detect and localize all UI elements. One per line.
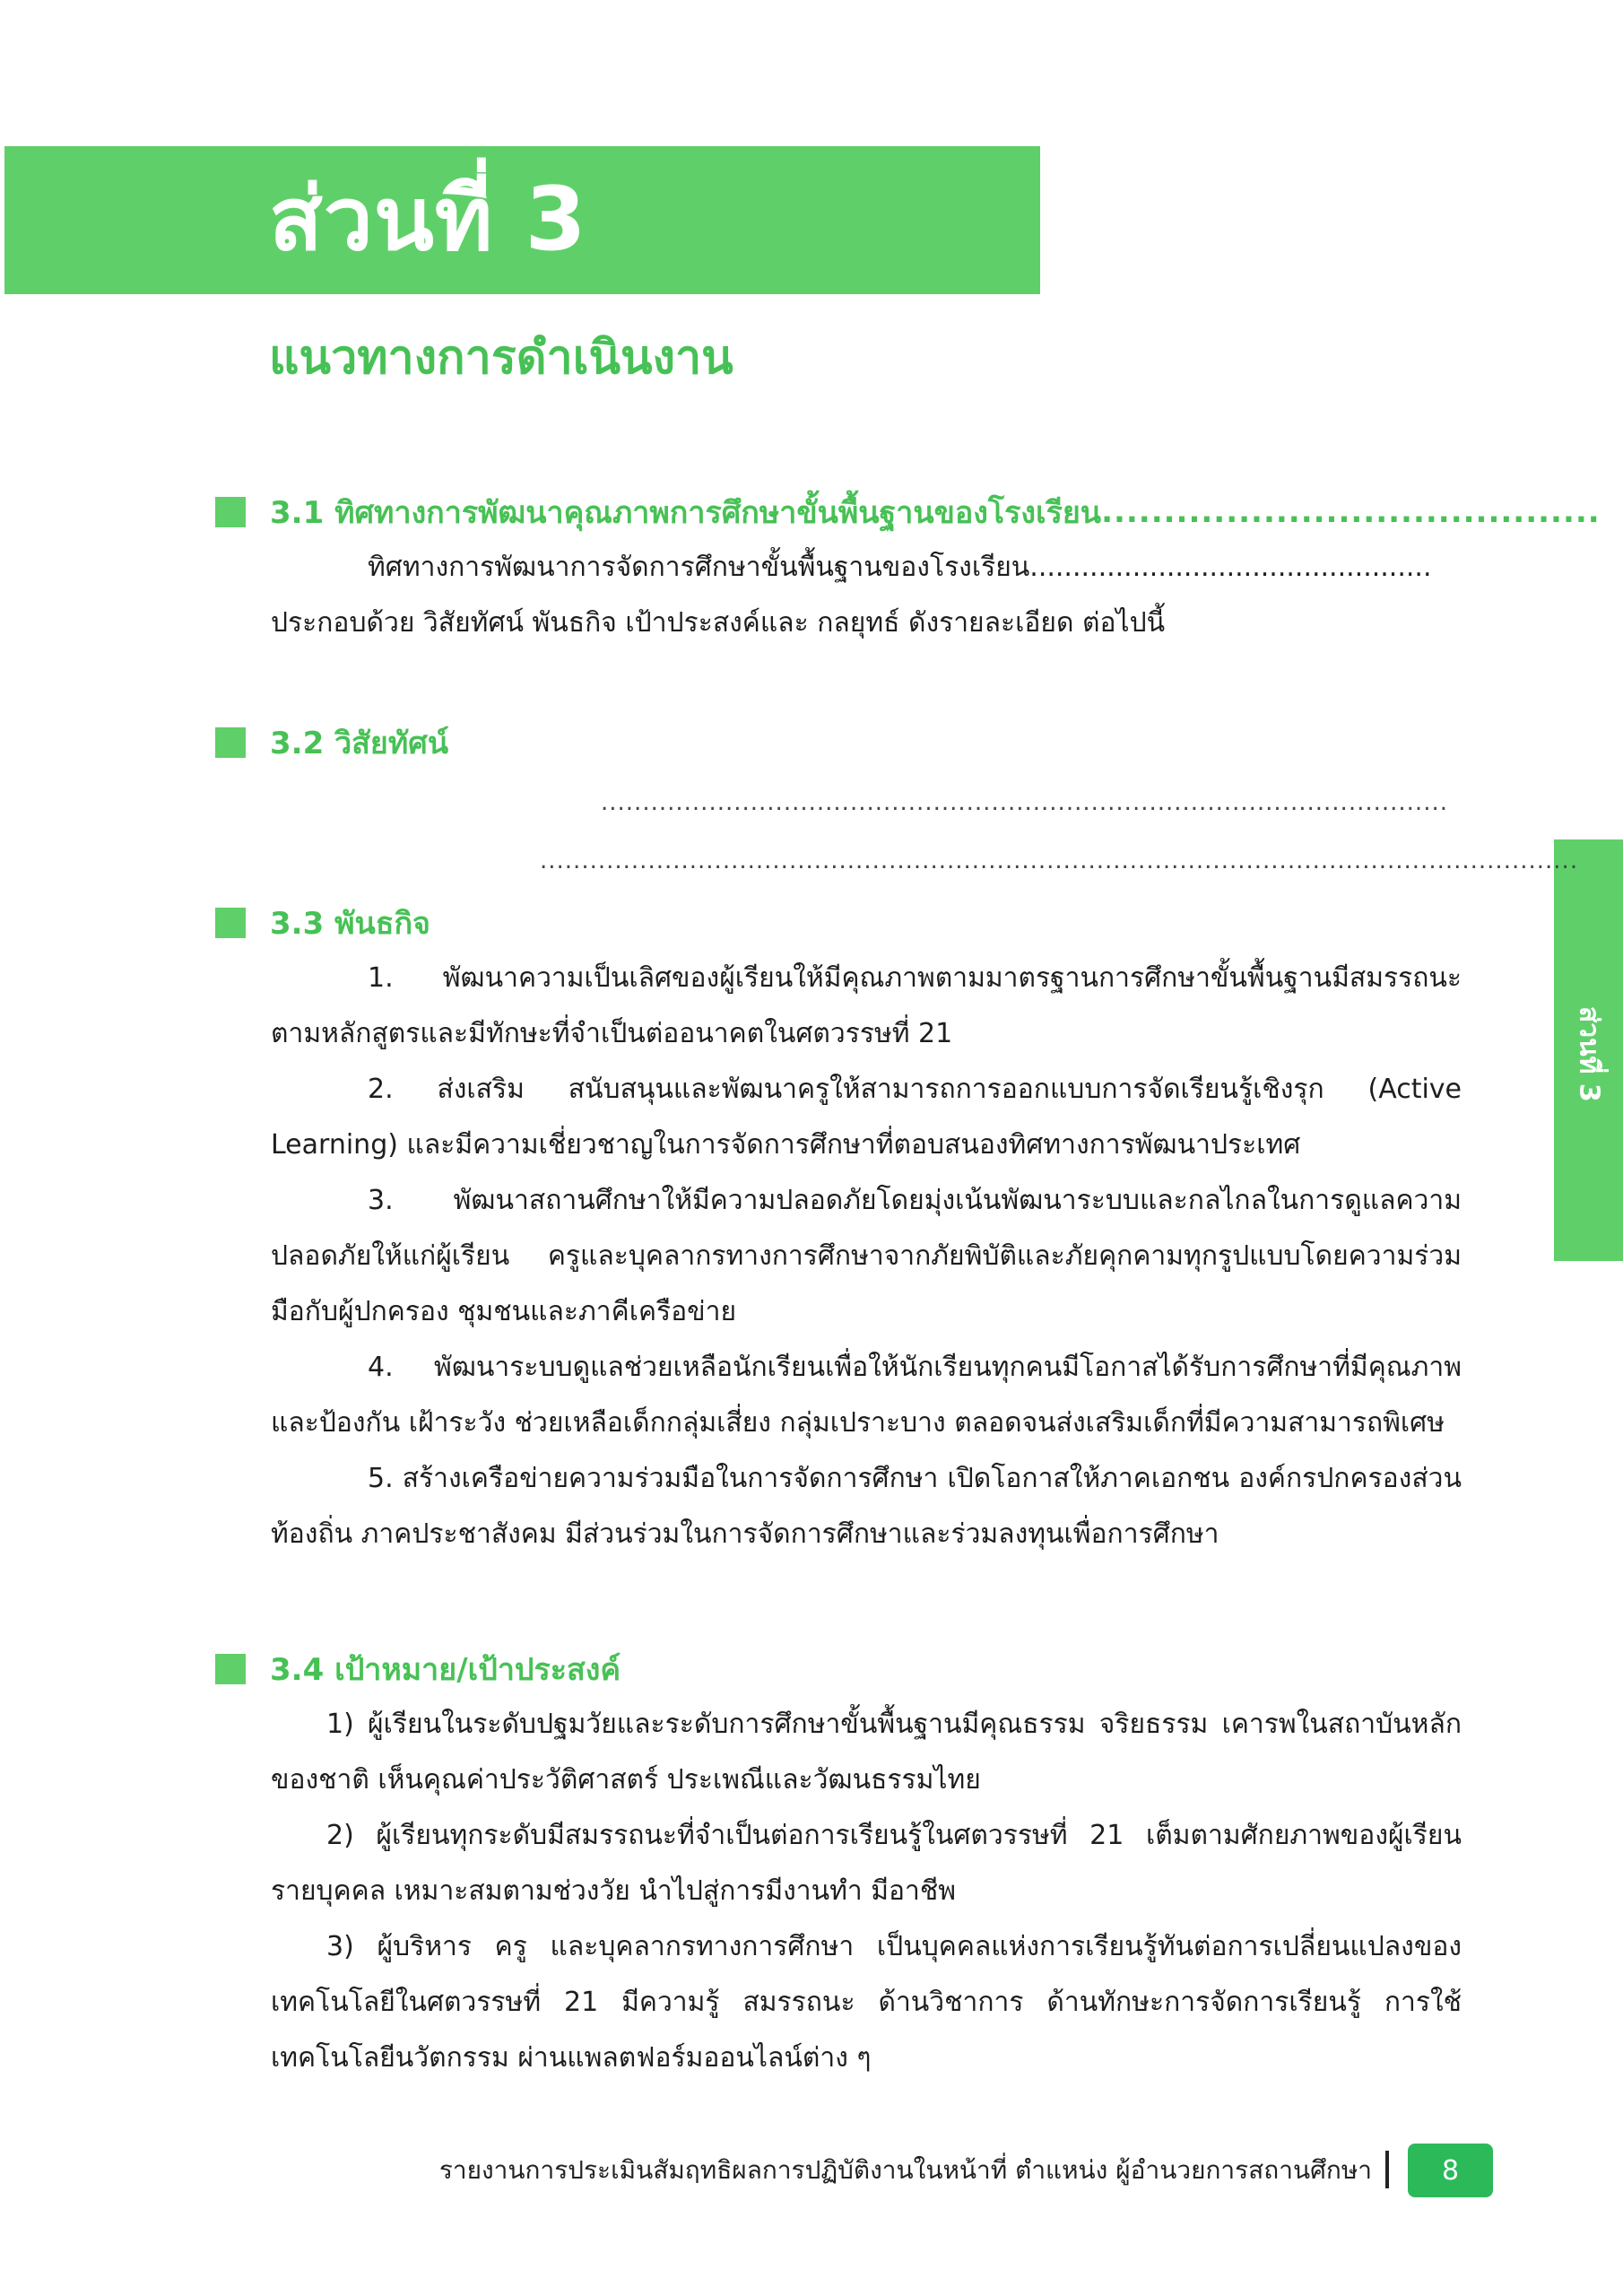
section-3-3	[215, 895, 1480, 1562]
square-bullet-icon	[215, 1654, 246, 1684]
section-heading	[215, 484, 1601, 540]
side-tab-label: ส่วนที่ 3	[1573, 1005, 1605, 1102]
part-subtitle: แนวทางการดำเนินงาน	[269, 331, 733, 385]
goal-item: 1) ผู้เรียนในระดับปฐมวัยและระดับการศึกษาขั้นพื้นฐานมีคุณธรรม จริยธรรม เคารพในสถาบันหลักของชาติ เห็นคุณค่าประวัติศาสตร์ ประเพณีและวัฒนธรรมไทย	[271, 1709, 1462, 1796]
section-title: 3.3 พันธกิจ	[270, 906, 430, 942]
square-bullet-icon	[215, 908, 246, 938]
mission-item: 4. พัฒนาระบบดูแลช่วยเหลือนักเรียนเพื่อให้นักเรียนทุกคนมีโอกาสได้รับการศึกษาที่มีคุณภาพและป้องกัน เฝ้าระวัง ช่วยเหลือเด็กกลุ่มเสี่ยง กลุ่มเปราะบาง ตลอดจนส่งเสริมเด็กที่มีความสามารถพิเศษ	[271, 1352, 1462, 1439]
section-heading	[215, 895, 1480, 951]
section-title: 3.1 ทิศทางการพัฒนาคุณภาพการศึกษาขั้นพื้นฐานของโรงเรียน	[270, 495, 1102, 531]
section-3-2	[215, 715, 1480, 770]
mission-item: 3. พัฒนาสถานศึกษาให้มีความปลอดภัยโดยมุ่งเน้นพัฒนาระบบและกลไกลในการดูแลความปลอดภัยให้แก่ผู้เรียน ครูและบุคลากรทางการศึกษาจากภัยพิบัติและภัยคุกคามทุกรูปแบบโดยความร่วมมือกับผู้ปกครอง ชุมชนและภาคีเครือข่าย	[271, 1185, 1462, 1327]
mission-item: 5. สร้างเครือข่ายความร่วมมือในการจัดการศึกษา เปิดโอกาสให้ภาคเอกชน องค์กรปกครองส่วนท้องถิ่น ภาคประชาสังคม มีส่วนร่วมในการจัดการศึกษาและร่วมลงทุนเพื่อการศึกษา	[271, 1463, 1462, 1550]
section-heading	[215, 715, 1480, 770]
section-title: 3.2 วิสัยทัศน์	[270, 726, 449, 761]
mission-item: 2. ส่งเสริม สนับสนุนและพัฒนาครูให้สามารถการออกแบบการจัดเรียนรู้เชิงรุก (Active Learning) และมีความเชี่ยวชาญในการจัดการศึกษาที่ตอบสนองทิศทางการพัฒนาประเทศ	[271, 1074, 1462, 1161]
goal-item: 2) ผู้เรียนทุกระดับมีสมรรถนะที่จำเป็นต่อการเรียนรู้ในศตวรรษที่ 21 เต็มตามศักยภาพของผู้เรียนรายบุคคล เหมาะสมตามช่วงวัย นำไปสู่การมีงานทำ มีอาชีพ	[271, 1820, 1462, 1907]
part-title: ส่วนที่ 3	[269, 169, 587, 271]
mission-item: 1. พัฒนาความเป็นเลิศของผู้เรียนให้มีคุณภาพตามมาตรฐานการศึกษาขั้นพื้นฐานมีสมรรถนะตามหลักสูตรและมีทักษะที่จำเป็นต่ออนาคตในศตวรรษที่ 21	[271, 962, 1462, 1049]
square-bullet-icon	[215, 497, 246, 527]
paragraph-line: ประกอบด้วย วิสัยทัศน์ พันธกิจ เป้าประสงค์และ กลยุทธ์ ดังรายละเอียด ต่อไปนี้	[271, 607, 1166, 639]
section-heading	[215, 1641, 1480, 1697]
section-3-1	[215, 484, 1601, 651]
goal-item: 3) ผู้บริหาร ครู และบุคลากรทางการศึกษา เป็นบุคคลแห่งการเรียนรู้ทันต่อการเปลี่ยนแปลงของเทคโนโลยีในศตวรรษที่ 21 มีความรู้ สมรรถนะ ด้านวิชาการ ด้านทักษะการจัดการเรียนรู้ การใช้เทคโนโลยีนวัตกรรม ผ่านแพลตฟอร์มออนไลน์ต่าง ๆ	[271, 1931, 1462, 2074]
section-3-4	[215, 1641, 1480, 2086]
page-number: 8	[1408, 2144, 1493, 2197]
vision-blank-line: ......................................................................................................	[601, 789, 1448, 816]
square-bullet-icon	[215, 727, 246, 758]
section-title-dots: ........................................	[1101, 494, 1601, 530]
paragraph-line: ทิศทางการพัฒนาการจัดการศึกษาขั้นพื้นฐานของโรงเรียน...............................................	[368, 552, 1432, 583]
footer-report-title: รายงานการประเมินสัมฤทธิผลการปฏิบัติงานในหน้าที่ ตำแหน่ง ผู้อำนวยการสถานศึกษา	[438, 2155, 1372, 2185]
footer-divider	[1385, 2151, 1389, 2188]
vision-blank-line: .............................................................................................................................	[540, 848, 1579, 874]
section-title: 3.4 เป้าหมาย/เป้าประสงค์	[270, 1652, 621, 1688]
